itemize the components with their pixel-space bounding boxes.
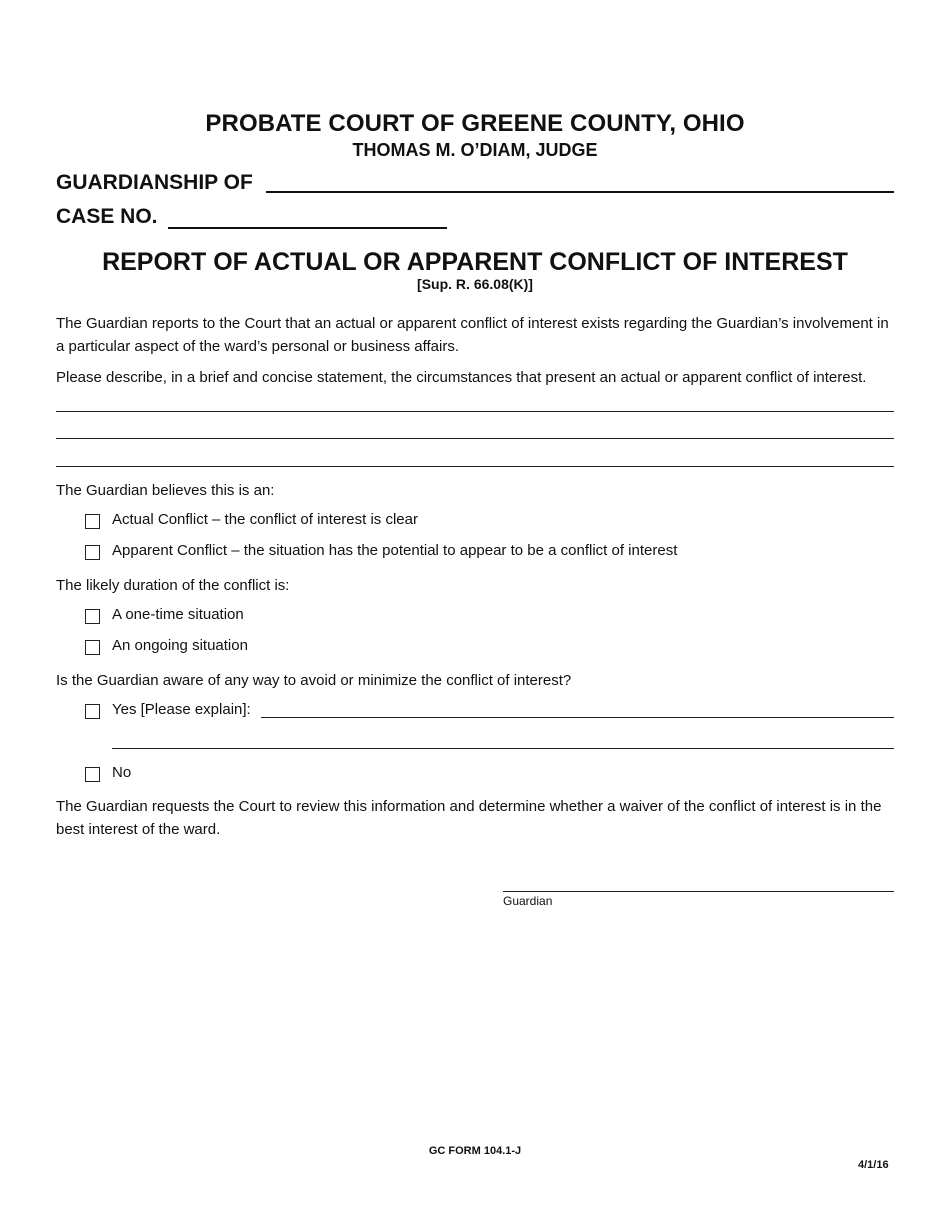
description-line-2[interactable] <box>56 438 894 439</box>
revision-date: 4/1/16 <box>858 1159 889 1171</box>
duration-question: The likely duration of the conflict is: <box>56 577 290 594</box>
actual-conflict-checkbox[interactable] <box>85 514 100 529</box>
no-checkbox[interactable] <box>85 767 100 782</box>
one-time-checkbox[interactable] <box>85 609 100 624</box>
description-line-1[interactable] <box>56 411 894 412</box>
type-question: The Guardian believes this is an: <box>56 482 275 499</box>
form-title: REPORT OF ACTUAL OR APPARENT CONFLICT OF INTEREST <box>102 248 848 276</box>
ongoing-label: An ongoing situation <box>112 637 248 654</box>
request-paragraph: The Guardian requests the Court to review this information and determine whether a waiver of the conflict of interest is in the best interest of the ward. <box>56 798 882 838</box>
yes-explanation-line-1[interactable] <box>261 717 894 718</box>
case-number-label: CASE NO. <box>56 205 158 228</box>
court-name: PROBATE COURT OF GREENE COUNTY, OHIO <box>205 110 745 137</box>
intro-paragraph: The Guardian reports to the Court that an actual or apparent conflict of interest exists regarding the Guardian’s involvement in a particular aspect of the ward’s personal or business affairs. <box>56 315 889 355</box>
apparent-conflict-label: Apparent Conflict – the situation has the potential to appear to be a conflict of interest <box>112 542 678 559</box>
actual-conflict-label: Actual Conflict – the conflict of interest is clear <box>112 511 418 528</box>
describe-prompt: Please describe, in a brief and concise statement, the circumstances that present an actual or apparent conflict of interest. <box>56 369 867 386</box>
yes-label: Yes [Please explain]: <box>112 701 251 718</box>
judge-name: THOMAS M. O’DIAM, JUDGE <box>352 140 598 160</box>
yes-checkbox[interactable] <box>85 704 100 719</box>
guardianship-field[interactable] <box>266 191 894 193</box>
description-line-3[interactable] <box>56 466 894 467</box>
apparent-conflict-checkbox[interactable] <box>85 545 100 560</box>
avoid-question: Is the Guardian aware of any way to avoid or minimize the conflict of interest? <box>56 672 572 689</box>
one-time-label: A one-time situation <box>112 606 244 623</box>
case-number-field[interactable] <box>168 227 447 229</box>
guardianship-label: GUARDIANSHIP OF <box>56 171 253 194</box>
rule-reference: [Sup. R. 66.08(K)] <box>417 276 533 292</box>
guardian-signature-line[interactable] <box>503 891 894 892</box>
no-label: No <box>112 764 132 781</box>
guardian-signature-label: Guardian <box>503 894 553 908</box>
yes-explanation-line-2[interactable] <box>112 748 894 749</box>
form-number: GC FORM 104.1-J <box>428 1145 522 1157</box>
ongoing-checkbox[interactable] <box>85 640 100 655</box>
